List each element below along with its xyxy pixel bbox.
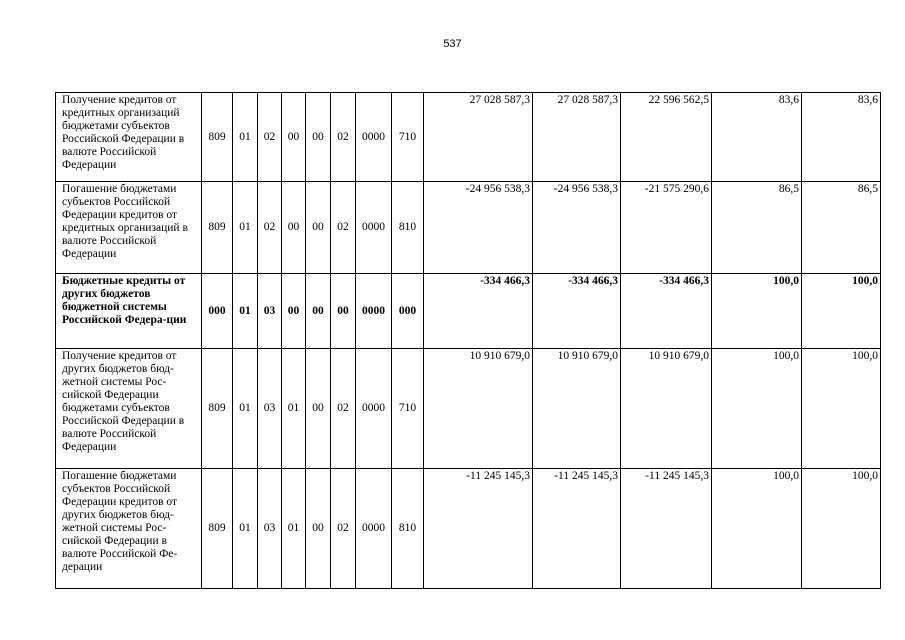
amount-cell: 10 910 679,0: [424, 349, 533, 469]
amount-cell: 100,0: [712, 274, 802, 349]
amount-cell: -21 575 290,6: [621, 182, 712, 274]
row-description: Погашение бюджетами субъектов Российской Федерации кредитов от кредитных организаций в валюте Российской Федерации: [56, 182, 202, 274]
amount-cell: 86,5: [802, 182, 881, 274]
amount-cell: 86,5: [712, 182, 802, 274]
budget-code-cell: 809: [202, 469, 233, 589]
table-row: [56, 349, 881, 469]
table-row: [56, 93, 881, 182]
budget-code-cell: 00: [282, 182, 306, 274]
budget-code-cell: 02: [331, 93, 356, 182]
amount-cell: 100,0: [802, 274, 881, 349]
budget-code-cell: 0000: [356, 182, 392, 274]
budget-code-cell: 01: [233, 182, 258, 274]
budget-code-cell: 00: [306, 93, 331, 182]
budget-table: [55, 92, 881, 589]
budget-code-cell: 000: [392, 274, 424, 349]
row-description: Бюджетные кредиты от других бюджетов бюджетной системы Российской Федера-ции: [56, 274, 202, 349]
budget-code-cell: 0000: [356, 469, 392, 589]
budget-code-cell: 0000: [356, 274, 392, 349]
amount-cell: 100,0: [802, 469, 881, 589]
budget-code-cell: 00: [282, 93, 306, 182]
row-description: Получение кредитов от кредитных организаций бюджетами субъектов Российской Федерации в валюте Российской Федерации: [56, 93, 202, 182]
amount-cell: 83,6: [802, 93, 881, 182]
budget-code-cell: 00: [306, 469, 331, 589]
budget-code-cell: 0000: [356, 349, 392, 469]
table-row: [56, 182, 881, 274]
amount-cell: 100,0: [802, 349, 881, 469]
amount-cell: -24 956 538,3: [424, 182, 533, 274]
budget-code-cell: 02: [258, 182, 282, 274]
amount-cell: -334 466,3: [424, 274, 533, 349]
budget-code-cell: 01: [233, 469, 258, 589]
budget-code-cell: 00: [306, 349, 331, 469]
budget-code-cell: 02: [258, 93, 282, 182]
budget-code-cell: 710: [392, 349, 424, 469]
amount-cell: -11 245 145,3: [533, 469, 621, 589]
budget-code-cell: 03: [258, 274, 282, 349]
budget-code-cell: 810: [392, 182, 424, 274]
budget-code-cell: 00: [306, 182, 331, 274]
budget-code-cell: 710: [392, 93, 424, 182]
amount-cell: 22 596 562,5: [621, 93, 712, 182]
budget-code-cell: 00: [282, 274, 306, 349]
page-number: 537: [443, 38, 462, 50]
row-description: Погашение бюджетами субъектов Российской Федерации кредитов от других бюджетов бюд-жетной системы Рос-сийской Федерации в валюте Российской Фе-дерации: [56, 469, 202, 589]
budget-code-cell: 0000: [356, 93, 392, 182]
amount-cell: -24 956 538,3: [533, 182, 621, 274]
budget-code-cell: 01: [282, 349, 306, 469]
amount-cell: -11 245 145,3: [621, 469, 712, 589]
budget-code-cell: 809: [202, 349, 233, 469]
budget-code-cell: 00: [306, 274, 331, 349]
amount-cell: 100,0: [712, 349, 802, 469]
budget-code-cell: 03: [258, 349, 282, 469]
amount-cell: 27 028 587,3: [424, 93, 533, 182]
amount-cell: 27 028 587,3: [533, 93, 621, 182]
amount-cell: 10 910 679,0: [533, 349, 621, 469]
amount-cell: -334 466,3: [533, 274, 621, 349]
budget-code-cell: 03: [258, 469, 282, 589]
table-row: [56, 274, 881, 349]
budget-code-cell: 01: [233, 349, 258, 469]
budget-code-cell: 00: [331, 274, 356, 349]
amount-cell: -334 466,3: [621, 274, 712, 349]
row-description: Получение кредитов от других бюджетов бюд-жетной системы Рос-сийской Федерации бюджетами субъектов Российской Федерации в валюте Российской Федерации: [56, 349, 202, 469]
budget-code-cell: 02: [331, 469, 356, 589]
budget-code-cell: 01: [233, 93, 258, 182]
budget-code-cell: 02: [331, 182, 356, 274]
amount-cell: 100,0: [712, 469, 802, 589]
budget-code-cell: 000: [202, 274, 233, 349]
budget-code-cell: 01: [282, 469, 306, 589]
budget-code-cell: 809: [202, 93, 233, 182]
budget-code-cell: 01: [233, 274, 258, 349]
table-row: [56, 469, 881, 589]
budget-code-cell: 810: [392, 469, 424, 589]
amount-cell: 83,6: [712, 93, 802, 182]
budget-code-cell: 809: [202, 182, 233, 274]
amount-cell: 10 910 679,0: [621, 349, 712, 469]
budget-code-cell: 02: [331, 349, 356, 469]
amount-cell: -11 245 145,3: [424, 469, 533, 589]
